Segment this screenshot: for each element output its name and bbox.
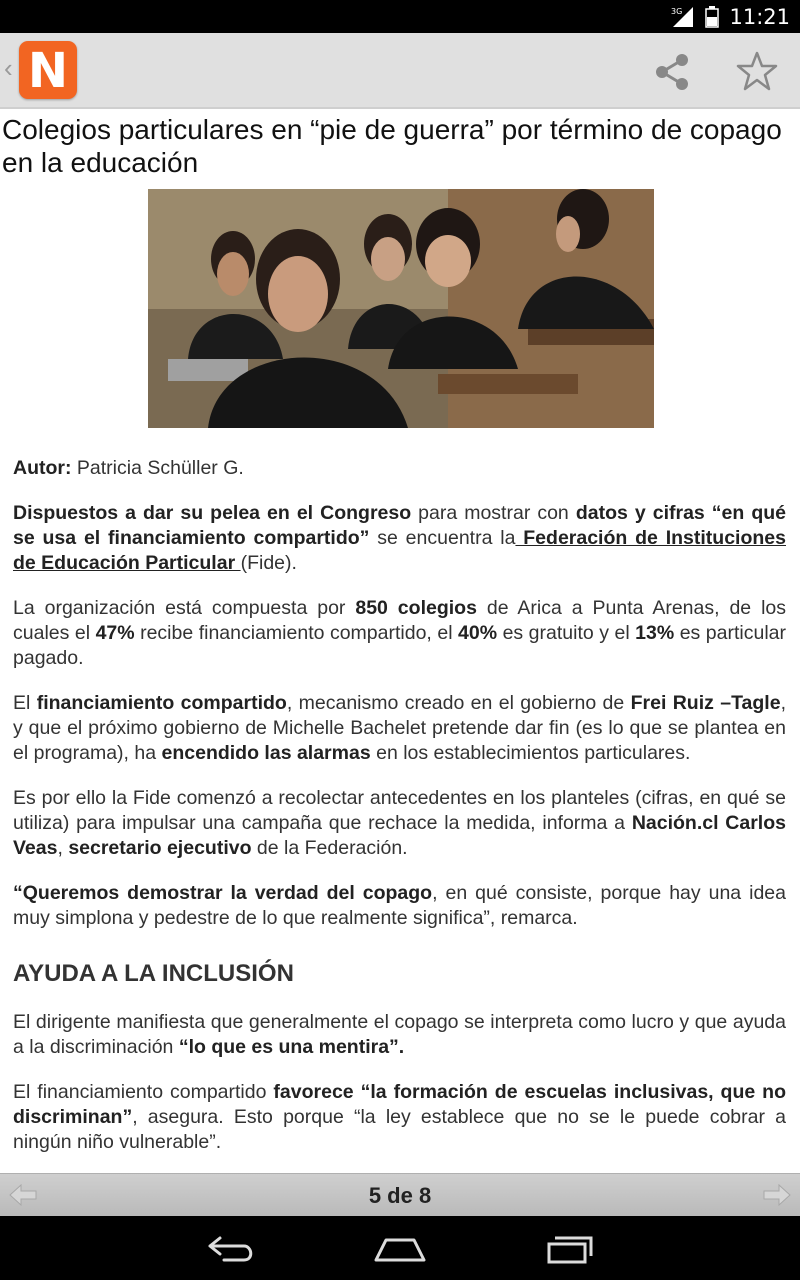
p7-text-1: El financiamiento compartido (13, 1081, 274, 1103)
p1-bold-2: datos y cifras (575, 502, 705, 524)
network-type-label: 3G (671, 6, 683, 16)
paragraph-3 (13, 691, 786, 766)
p4-bold-2: secretario ejecutivo (68, 837, 252, 859)
p2-bold-1: 850 colegios (355, 597, 477, 619)
paragraph-5 (13, 881, 786, 931)
paragraph-2 (13, 596, 786, 671)
section-heading: AYUDA A LA INCLUSIÓN (13, 960, 294, 987)
p3-bold-2: Frei Ruiz –Tagle (630, 692, 781, 714)
p3-text-2: , mecanismo creado en el gobierno de (286, 692, 631, 714)
app-logo-letter: N (27, 43, 69, 99)
p2-bold-3: 40% (458, 622, 498, 644)
home-icon[interactable] (372, 1230, 428, 1266)
p1-text-1: para mostrar con (411, 502, 576, 524)
p3-bold-1: financiamiento compartido (36, 692, 287, 714)
paragraph-6 (13, 1010, 786, 1060)
p2-text-3: recibe financiamiento compartido, el (134, 622, 459, 644)
signal-icon (671, 6, 695, 28)
p2-text-5: es particular pagado. (13, 622, 786, 669)
p3-text-1: El (13, 692, 37, 714)
p7-bold-1: favorece “la formación de escuelas inclusivas, que no discriminan” (13, 1081, 786, 1128)
p6-text-1: El dirigente manifiesta que generalmente el copago se interpreta como lucro y que ayuda a la discriminación (13, 1011, 786, 1058)
p4-bold-1: Nación.cl Carlos Veas (13, 812, 786, 859)
recent-apps-icon[interactable] (543, 1230, 599, 1266)
p1-text-2 (705, 502, 712, 524)
status-bar (0, 0, 800, 33)
p5-text-1: , en qué consiste, porque hay una idea muy simplona y pedestre de lo que realmente significa”, remarca. (13, 882, 786, 929)
p2-bold-2: 47% (95, 622, 135, 644)
paragraph-7 (13, 1080, 786, 1155)
navigation-bar (0, 1216, 800, 1280)
next-arrow-icon[interactable] (762, 1182, 792, 1208)
p1-text-4: (Fide). (240, 552, 297, 574)
article-body (0, 456, 800, 1155)
author-line (13, 456, 786, 481)
action-bar (0, 33, 800, 109)
back-icon[interactable] (202, 1230, 258, 1266)
back-chevron-icon[interactable]: ‹ (4, 53, 13, 83)
article-photo (148, 189, 654, 428)
pager-bar (0, 1173, 800, 1217)
article-title: Colegios particulares en “pie de guerra” por término de copago en la educación (2, 114, 782, 178)
app-logo[interactable] (19, 41, 77, 99)
p2-text-1: La organización está compuesta por (13, 597, 356, 619)
p7-text-2: , asegura. Esto porque “la ley establece que no se le puede cobrar a ningún niño vulnerable”. (13, 1106, 786, 1153)
p4-text-2: , (57, 837, 69, 859)
share-icon[interactable] (651, 51, 693, 93)
p1-bold-3: “en qué se usa el financiamiento compartido” (13, 502, 786, 549)
p5-bold-1: “Queremos demostrar la verdad del copago (13, 882, 433, 904)
author-name: Patricia Schüller G. (76, 457, 244, 479)
battery-icon (705, 6, 719, 28)
fide-link[interactable]: Federación de Instituciones de Educación Particular (13, 527, 786, 574)
p2-text-2: de Arica a Punta Arenas, de los cuales el (13, 597, 787, 644)
p2-text-4: es gratuito y el (497, 622, 636, 644)
paragraph-1 (13, 501, 786, 576)
star-icon[interactable] (735, 49, 779, 93)
p6-bold-1: “lo que es una mentira”. (178, 1036, 405, 1058)
paragraph-4 (13, 786, 786, 861)
status-time: 11:21 (729, 4, 790, 29)
p1-bold-1: Dispuestos a dar su pelea en el Congreso (13, 502, 412, 524)
author-label: Autor: (13, 457, 72, 479)
p1-text-3: se encuentra la (369, 527, 516, 549)
article-content[interactable] (0, 109, 800, 1173)
p3-text-4: en los establecimientos particulares. (370, 742, 691, 764)
p2-bold-4: 13% (635, 622, 675, 644)
status-icons (671, 0, 790, 33)
p4-text-1: Es por ello la Fide comenzó a recolectar antecedentes en los planteles (cifras, en qué se utiliza) para impulsar una campaña que rechace la medida, informa a (13, 787, 786, 834)
p3-bold-3: encendido las alarmas (161, 742, 371, 764)
p4-text-3: de la Federación. (251, 837, 408, 859)
p3-text-3: , y que el próximo gobierno de Michelle Bachelet pretende dar fin (es lo que se plantea en el programa), ha (13, 692, 786, 764)
page-indicator: 5 de 8 (368, 1183, 432, 1208)
